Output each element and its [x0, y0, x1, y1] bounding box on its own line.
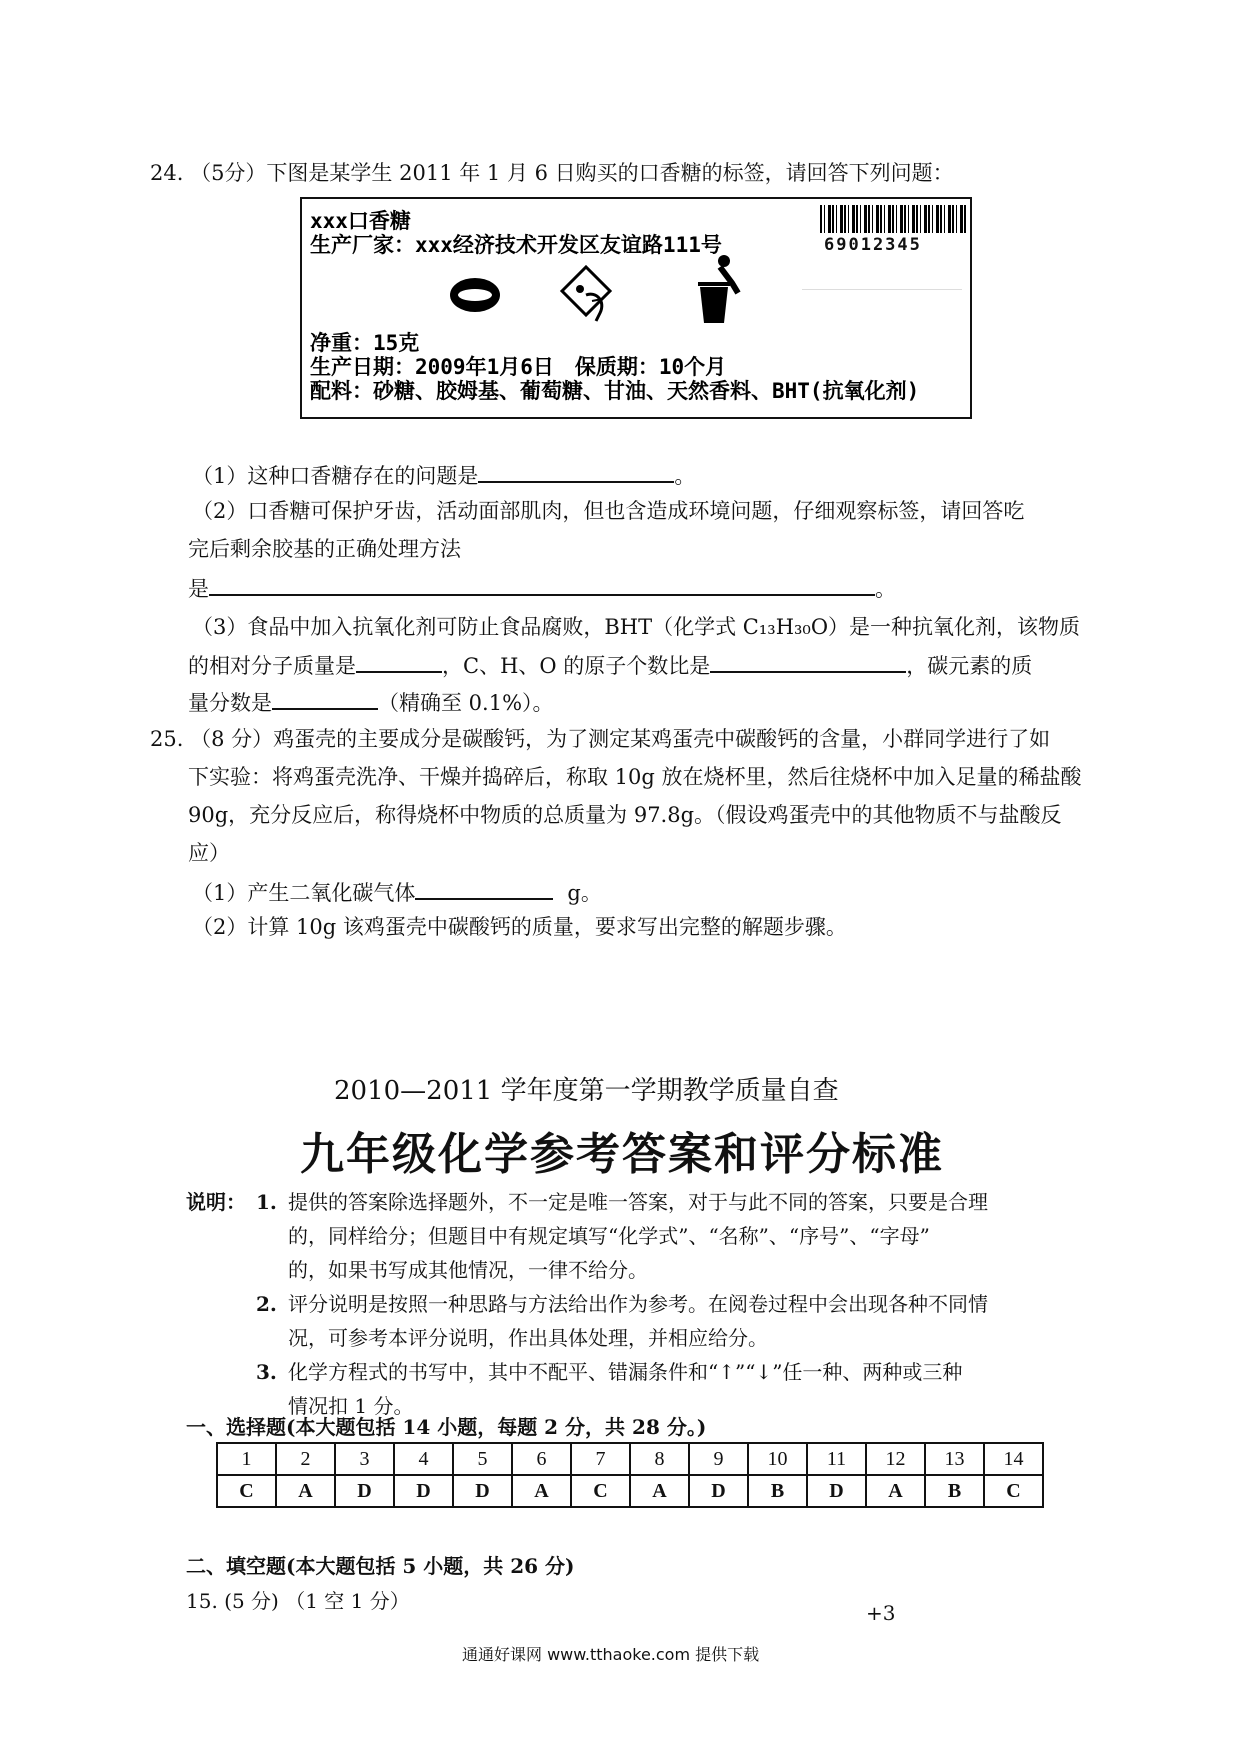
page-mark: +3 [866, 1601, 896, 1625]
note-3-number: 3. [256, 1360, 277, 1384]
table-cell: A [866, 1475, 925, 1507]
note-2-line2: 况，可参考本评分说明，作出具体处理，并相应给分。 [288, 1326, 768, 1350]
gum-label [300, 197, 972, 419]
table-cell: D [689, 1475, 748, 1507]
table-cell: 14 [984, 1443, 1043, 1475]
section2-heading: 二、填空题(本大题包括 5 小题，共 26 分) [186, 1554, 575, 1578]
table-cell: 2 [276, 1443, 335, 1475]
note-3-line2: 情况扣 1 分。 [288, 1394, 414, 1418]
answer-table [216, 1442, 1044, 1508]
table-cell: 7 [571, 1443, 630, 1475]
q24-sub1-text: （1）这种口香糖存在的问题是 [192, 464, 479, 488]
table-cell: C [217, 1475, 276, 1507]
label-dates: 生产日期：2009年1月6日 保质期：10个月 [310, 355, 727, 379]
q24-sub3-text-e: （精确至 0.1%）。 [378, 691, 554, 715]
trash-bin-icon [694, 253, 744, 325]
table-cell: D [807, 1475, 866, 1507]
label-product-name: xxx口香糖 [310, 209, 411, 233]
q25-sub1-unit: g。 [567, 881, 602, 905]
answer-subtitle: 2010—2011 学年度第一学期教学质量自查 [334, 1076, 839, 1106]
note-1-number: 1. [256, 1190, 277, 1214]
note-1-line1: 提供的答案除选择题外，不一定是唯一答案，对于与此不同的答案，只要是合理 [288, 1190, 988, 1214]
barcode [820, 205, 966, 233]
barcode-number: 69012345 [824, 235, 922, 255]
answer-title: 九年级化学参考答案和评分标准 [300, 1129, 944, 1180]
page-footer: 通通好课网 www.tthaoke.com 提供下载 [462, 1645, 760, 1664]
table-cell: C [571, 1475, 630, 1507]
table-cell: D [335, 1475, 394, 1507]
q24-sub3-text-d: 量分数是 [188, 691, 272, 715]
q24-sub3-line2 [188, 649, 1032, 681]
answer-blank [272, 686, 378, 710]
answer-blank [356, 649, 442, 673]
table-row-answers [217, 1475, 1043, 1507]
table-cell: D [394, 1475, 453, 1507]
q25-line1: 25. （8 分）鸡蛋壳的主要成分是碳酸钙，为了测定某鸡蛋壳中碳酸钙的含量，小群同学进行了如 [150, 727, 1051, 751]
table-cell: 9 [689, 1443, 748, 1475]
table-cell: 11 [807, 1443, 866, 1475]
q15-heading: 15. (5 分) （1 空 1 分） [186, 1589, 410, 1613]
table-cell: 10 [748, 1443, 807, 1475]
q24-sub3-text-a: 的相对分子质量是 [188, 654, 356, 678]
q24-sub2-line3 [188, 572, 896, 604]
q24-sub3-text-c: ，碳元素的质 [906, 654, 1033, 678]
answer-blank [710, 649, 906, 673]
note-1-line2: 的，同样给分；但题目中有规定填写“化学式”、“名称”、“序号”、“字母” [288, 1224, 930, 1248]
table-cell: A [630, 1475, 689, 1507]
label-manufacturer: 生产厂家：xxx经济技术开发区友谊路111号 [310, 233, 722, 257]
note-2-line1: 评分说明是按照一种思路与方法给出作为参考。在阅卷过程中会出现各种不同情 [288, 1292, 988, 1316]
q24-sub2-prefix: 是 [188, 577, 209, 601]
answer-blank [478, 459, 674, 483]
q25-sub1 [192, 876, 602, 908]
table-cell: 8 [630, 1443, 689, 1475]
bleed-mark [802, 289, 962, 300]
note-3-line1: 化学方程式的书写中，其中不配平、错漏条件和“↑”“↓”任一种、两种或三种 [288, 1360, 963, 1384]
table-cell: D [453, 1475, 512, 1507]
q24-sub1 [192, 459, 695, 491]
table-cell: 1 [217, 1443, 276, 1475]
table-cell: C [984, 1475, 1043, 1507]
table-cell: 12 [866, 1443, 925, 1475]
label-ingredients: 配料：砂糖、胶姆基、葡萄糖、甘油、天然香料、BHT(抗氧化剂) [310, 379, 920, 403]
q25-sub2: （2）计算 10g 该鸡蛋壳中碳酸钙的质量，要求写出完整的解题步骤。 [192, 915, 847, 939]
q24-sub2-end: 。 [875, 577, 896, 601]
section1-heading: 一、选择题(本大题包括 14 小题，每题 2 分，共 28 分。) [186, 1415, 707, 1439]
q25-sub1-text: （1）产生二氧化碳气体 [192, 881, 416, 905]
q25-line3: 90g，充分反应后，称得烧杯中物质的总质量为 97.8g。（假设鸡蛋壳中的其他物质不与盐酸反 [188, 803, 1062, 827]
dispose-in-paper-icon [556, 261, 616, 327]
table-cell: 4 [394, 1443, 453, 1475]
q24-sub3-text-b: ，C、H、O 的原子个数比是 [442, 654, 711, 678]
table-cell: 6 [512, 1443, 571, 1475]
table-cell: 5 [453, 1443, 512, 1475]
table-cell: 13 [925, 1443, 984, 1475]
q24-sub3-line3 [188, 686, 554, 718]
note-1-line3: 的，如果书写成其他情况，一律不给分。 [288, 1258, 648, 1282]
q24-sub3-line1: （3）食品中加入抗氧化剂可防止食品腐败，BHT（化学式 C₁₃H₃₀O）是一种抗氧化剂，该物质 [192, 615, 1081, 639]
table-row-numbers [217, 1443, 1043, 1475]
mouth-icon [447, 273, 503, 317]
answer-blank [415, 876, 553, 900]
q25-line2: 下实验：将鸡蛋壳洗净、干燥并捣碎后，称取 10g 放在烧杯里，然后往烧杯中加入足量的稀盐酸 [188, 765, 1082, 789]
table-cell: A [512, 1475, 571, 1507]
note-label: 说明： [186, 1190, 246, 1214]
table-cell: A [276, 1475, 335, 1507]
table-cell: B [925, 1475, 984, 1507]
q25-line4: 应） [188, 841, 230, 865]
note-2-number: 2. [256, 1292, 277, 1316]
q24-sub1-end: 。 [674, 464, 696, 488]
q24-stem: 24. （5分）下图是某学生 2011 年 1 月 6 日购买的口香糖的标签，请回答下列问题： [150, 161, 954, 185]
table-cell: B [748, 1475, 807, 1507]
answer-blank [209, 572, 875, 596]
q24-sub2-line2: 完后剩余胶基的正确处理方法 [188, 537, 461, 561]
q24-sub2-line1: （2）口香糖可保护牙齿，活动面部肌肉，但也含造成环境问题，仔细观察标签，请回答吃 [192, 499, 1025, 523]
label-net-weight: 净重：15克 [310, 331, 420, 355]
table-cell: 3 [335, 1443, 394, 1475]
